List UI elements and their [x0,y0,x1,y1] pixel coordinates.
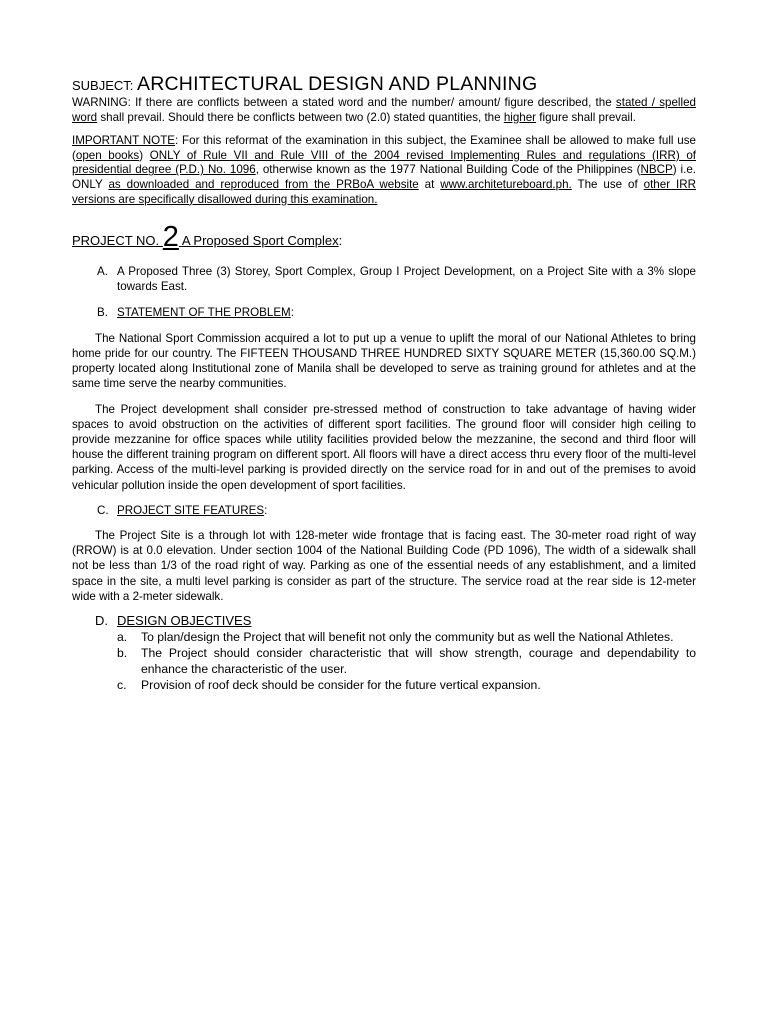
warning-emphasis-higher: higher [503,110,537,124]
section-c-letter: C. [97,503,109,517]
note-text: ) [139,148,150,162]
note-text: , otherwise known as the 1977 National Building Code of the Philippines ( [255,163,641,177]
note-text: at [418,177,441,191]
project-heading [72,221,696,257]
project-colon: : [338,233,343,249]
warning-text: WARNING: If there are conflicts between a stated word and the number/ amount/ figure described, the [72,96,616,109]
objective-text: Provision of roof deck should be consider for the future vertical expansion. [141,678,541,693]
subject-line [72,74,696,96]
design-objectives-list [72,629,696,693]
project-label: PROJECT NO. [72,233,163,249]
project-title-wrap [179,233,339,248]
list-marker: c. [117,678,127,693]
note-emphasis: other IRR versions are specifically disallowed during this examination. [72,177,696,206]
note-emphasis: as downloaded and reproduced from the PRBoA website [108,177,419,191]
note-emphasis: open books [75,148,140,162]
project-title: A Proposed Sport Complex [181,233,339,249]
section-a-text: A Proposed Three (3) Storey, Sport Complex, Group I Project Development, on a Project Site with a 3% slope towards East. [117,265,696,294]
note-text: : For this reformat of the examination in this subject, the Examinee shall be allowed to make full use ( [72,134,696,162]
note-emphasis: ONLY of Rule VII and Rule VIII of the 2004 revised Implementing Rules and regulations (IRR) of presidential degree (P.D.) No. 1096 [72,148,696,177]
warning-text: figure shall prevail. [536,110,636,124]
warning-text: shall prevail. Should there be conflicts between two (2.0) stated quantities, the [97,110,504,124]
section-d-letter: D. [95,613,108,629]
project-number: 2 [162,221,179,254]
subject-label: SUBJECT: [72,78,134,93]
list-item [72,629,696,645]
note-website-link: www.architetureboard.ph. [440,177,572,191]
subject-title: ARCHITECTURAL DESIGN AND PLANNING [137,73,538,95]
exam-page [72,74,696,693]
objective-text: The Project should consider characteristic that will show strength, courage and dependability to enhance the characteristic of the user. [141,646,696,677]
section-a [72,264,696,294]
warning-emphasis-stated-word: stated / spelled word [72,96,696,124]
important-note-paragraph [72,134,696,207]
problem-paragraph-1: The National Sport Commission acquired a lot to put up a venue to uplift the moral of our National Athletes to bring home pride for our country. The FIFTEEN THOUSAND THREE HUNDRED SIXTY SQUARE METER (15,360.00 SQ.M.) property located along Institutional zone of Manila shall be developed to serve as training ground for athletes and at the same time serve the nearby communities. [72,331,696,391]
section-b-letter: B. [97,305,108,319]
note-text: ) i.e. ONLY [72,163,696,191]
list-marker: a. [117,630,128,645]
problem-paragraph-2: The Project development shall consider pre-stressed method of construction to take advantage of having wider spaces to avoid obstruction on the activities of different sport facilities. The ground floor will consider high ceiling to provide mezzanine for office spaces while utility facilities provided below the mezzanine, the second and third floor will house the different training program on different sport. All floors will have a direct access thru every floor of the multi-level parking. Access of the multi-level parking is provided directly on the service road for in and out of the premises to avoid vehicular pollution inside the open development of sport facilities. [72,402,696,492]
section-d-title: DESIGN OBJECTIVES [117,613,252,629]
site-features-paragraph: The Project Site is a through lot with 128-meter wide frontage that is facing east. The 30-meter road right of way (RROW) is at 0.0 elevation. Under section 1004 of the National Building Code (PD 1096), The width of a sidewalk shall not be less than 1/3 of the road right of way. Parking as one of the essential needs of any establishment, and a limited space in the site, a multi level parking is consider as part of the structure. The service road at the rear side is 12-meter wide with a 2-meter sidewalk. [72,529,696,603]
section-c-colon: : [264,503,268,517]
list-item [72,645,696,677]
section-d-heading [72,613,696,629]
list-marker: b. [117,646,128,661]
section-b-title: STATEMENT OF THE PROBLEM [117,305,291,319]
important-note-label: IMPORTANT NOTE [72,134,176,148]
section-a-letter: A. [97,265,108,279]
section-b-heading [72,305,696,320]
objective-text: To plan/design the Project that will benefit not only the community but as well the National Athletes. [141,630,674,645]
section-c-heading [72,503,696,518]
section-c-title: PROJECT SITE FEATURES [117,503,265,517]
note-emphasis: NBCP [640,163,673,177]
section-b-colon: : [290,305,294,319]
note-text: The use of [571,177,644,191]
list-item [72,677,696,693]
warning-paragraph [72,96,696,125]
